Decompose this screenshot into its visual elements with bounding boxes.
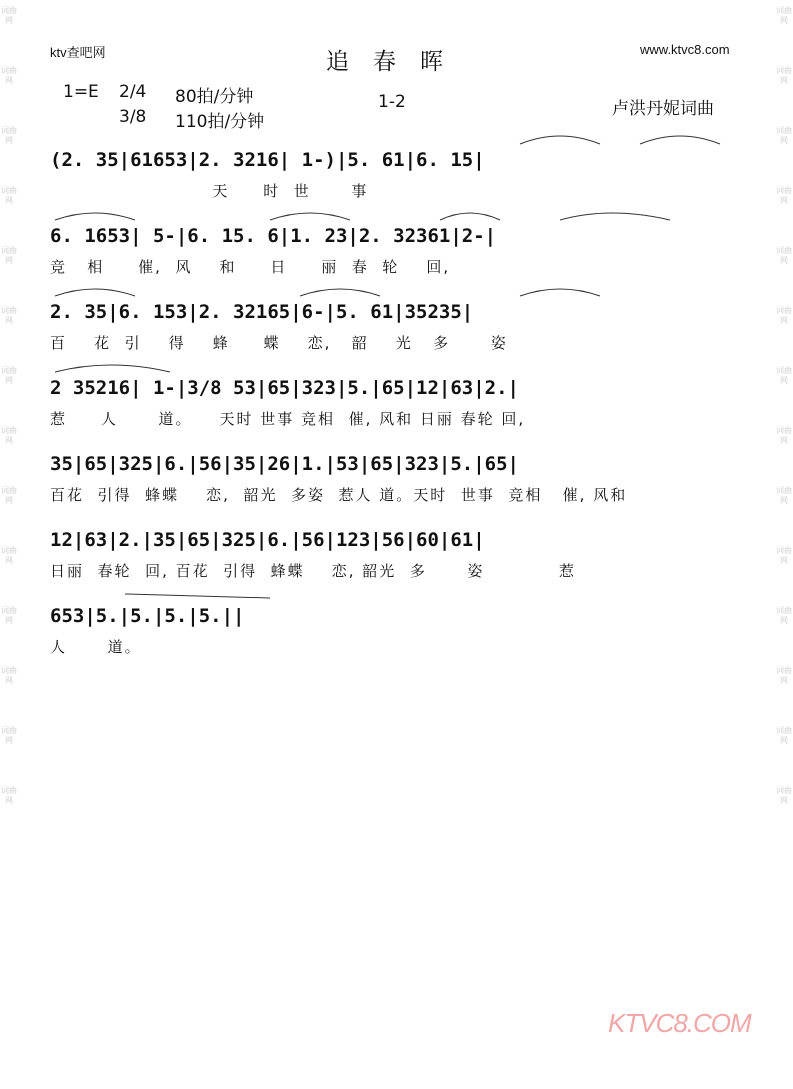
watermark-block: 词曲网 xyxy=(776,66,792,85)
notation-line: 2. 35|6. 153|2. 32165|6-|5. 61|35235| xyxy=(50,301,474,323)
slur-mark xyxy=(520,136,600,144)
notation-line: 2 35216| 1-|3/8 53|65|323|5.|65|12|63|2.| xyxy=(50,377,519,399)
lyrics-line: 天 时 世 事 xyxy=(50,182,369,200)
watermark-block: 词曲网 xyxy=(1,726,17,745)
watermark-block: 词曲网 xyxy=(1,366,17,385)
lyrics-line: 百花 引得 蜂蝶 恋, 韶光 多姿 惹人 道。天时 世事 竞相 催, 风和 xyxy=(50,486,628,504)
watermark-block: 词曲网 xyxy=(1,66,17,85)
watermark-block: 词曲网 xyxy=(776,186,792,205)
watermark-block: 词曲网 xyxy=(1,486,17,505)
tempo-2: 110拍/分钟 xyxy=(175,112,265,132)
watermark-block: 词曲网 xyxy=(776,606,792,625)
lyrics-line: 日丽 春轮 回, 百花 引得 蜂蝶 恋, 韶光 多 姿 惹 xyxy=(50,562,576,580)
section-mark: 1-2 xyxy=(378,92,406,112)
watermark-block: 词曲网 xyxy=(1,126,17,145)
watermark-block: 词曲网 xyxy=(776,366,792,385)
tempo-1: 80拍/分钟 xyxy=(175,87,254,107)
watermark-block: 词曲网 xyxy=(1,426,17,445)
watermark-block: 词曲网 xyxy=(776,666,792,685)
slur-mark xyxy=(440,213,500,220)
watermark-block: 词曲网 xyxy=(776,546,792,565)
lyrics-line: 惹 人 道。 天时 世事 竞相 催, 风和 日丽 春轮 回, xyxy=(50,410,526,428)
slur-mark xyxy=(270,213,350,220)
watermark-block: 词曲网 xyxy=(776,486,792,505)
watermark-block: 词曲网 xyxy=(776,126,792,145)
lyrics-line: 百 花 引 得 蜂 蝶 恋, 韶 光 多 姿 xyxy=(50,334,508,352)
key-signature: 1=E xyxy=(63,82,99,102)
slur-mark xyxy=(55,365,170,372)
watermark-block: 词曲网 xyxy=(1,606,17,625)
site-url-right: www.ktvc8.com xyxy=(640,42,730,57)
logo-text: KTVC8.COM xyxy=(608,1008,751,1038)
watermark-block: 词曲网 xyxy=(1,666,17,685)
notation-line: 35|65|325|6.|56|35|26|1.|53|65|323|5.|65| xyxy=(50,453,519,475)
lyrics-line: 人 道。 xyxy=(50,638,142,656)
credits: 卢洪丹妮词曲 xyxy=(612,99,714,119)
slur-mark xyxy=(520,289,600,296)
time-signature-2: 3/8 xyxy=(119,107,147,127)
watermark-block: 词曲网 xyxy=(776,726,792,745)
time-signature-1: 2/4 xyxy=(119,82,147,102)
notation-line: (2. 35|61653|2. 3216| 1-)|5. 61|6. 15| xyxy=(50,149,485,171)
slur-mark xyxy=(640,136,720,144)
watermark-block: 词曲网 xyxy=(776,786,792,805)
watermark-block: 词曲网 xyxy=(1,246,17,265)
watermark-block: 词曲网 xyxy=(776,426,792,445)
watermark-block: 词曲网 xyxy=(1,306,17,325)
slur-mark xyxy=(55,213,135,220)
watermark-block: 词曲网 xyxy=(776,306,792,325)
watermark-block: 词曲网 xyxy=(1,786,17,805)
notation-line: 653|5.|5.|5.|5.|| xyxy=(50,605,245,627)
slur-mark xyxy=(55,289,135,296)
watermark-block: 词曲网 xyxy=(1,6,17,25)
lyrics-line: 竞 相 催, 风 和 日 丽 春 轮 回, xyxy=(50,258,451,276)
ktvc8-logo xyxy=(608,1008,751,1039)
slur-mark xyxy=(125,594,270,598)
notation-line: 12|63|2.|35|65|325|6.|56|123|56|60|61| xyxy=(50,529,485,551)
watermark-block: 词曲网 xyxy=(776,6,792,25)
song-title: 追春晖 xyxy=(326,49,467,75)
site-name-left: ktv查吧网 xyxy=(50,45,106,60)
watermark-block: 词曲网 xyxy=(776,246,792,265)
watermark-block: 词曲网 xyxy=(1,186,17,205)
slur-mark xyxy=(560,213,670,220)
watermark-block: 词曲网 xyxy=(1,546,17,565)
slur-mark xyxy=(300,289,380,296)
notation-line: 6. 1653| 5-|6. 15. 6|1. 23|2. 32361|2-| xyxy=(50,225,497,247)
